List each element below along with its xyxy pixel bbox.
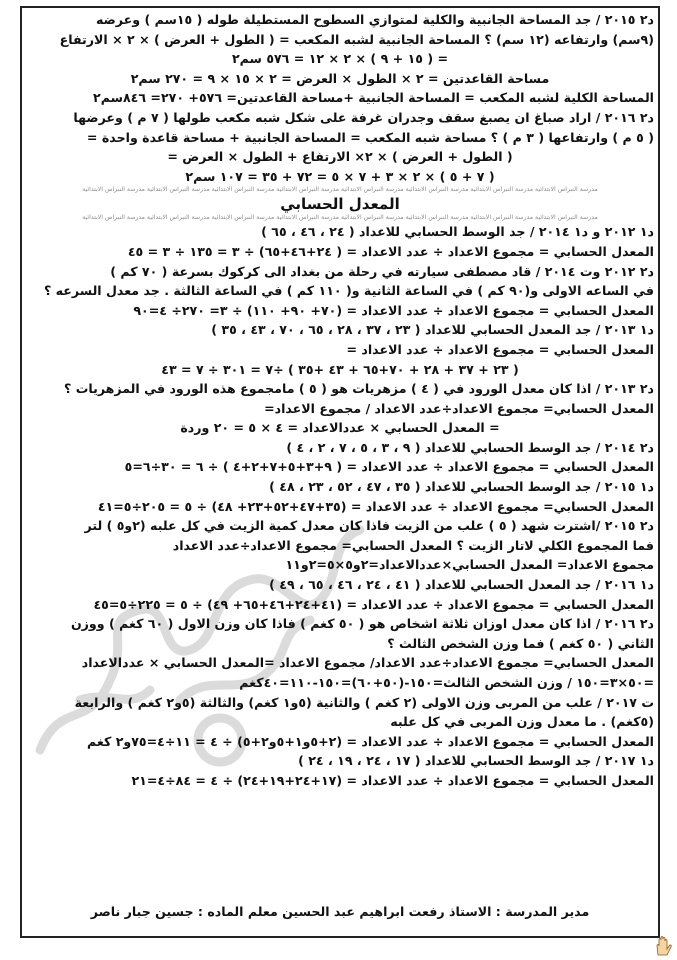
- text-line: = ( ١٥ + ٩ ) × ٢ × ١٢ = ٥٧٦ سم٢: [231, 51, 449, 67]
- school-watermark-line: مدرسة النبراس الابتدائية مدرسة النبراس الابتدائية مدرسة النبراس الابتدائية مدرسة النبراس الابتدائية مدرسة النبراس الابتدائية مدرسة النبراس الابتدائية مدرسة النبراس الابتدائية مدرسة النبراس الابتدائية: [82, 186, 598, 194]
- section-cuboid-area: [26, 10, 654, 186]
- text-line: المعدل الحسابي= مجموع الاعداد÷عدد الاعداد/ مجموع الاعداد =المعدل الحسابي × عددالاعداد: [81, 655, 654, 671]
- section-arithmetic-mean: [26, 222, 654, 790]
- text-line: المعدل الحسابي = مجموع الاعداد ÷ عدد الاعداد = ( ٩+٣+٥+٧+٢+٤ ) ÷ ٦ = ٣٠÷٦=٥: [124, 459, 654, 475]
- text-line: المعدل الحسابي = مجموع الاعداد ÷ عدد الاعداد = (٢+٥و١+٥و٢+٥) ÷ ٤ = ١١÷٤=٧٥و٢ كغم: [86, 733, 654, 749]
- text-line: د٢ ٢٠١٦ / اراد صباغ ان يصبغ سقف وجدران غرفة على شكل شبه مكعب طولها ( ٧ م ) وعرضها: [73, 109, 654, 125]
- text-line: د٢ ٢٠١٥ / جد المساحة الجانبية والكلية لمتوازي السطوح المستطيلة طوله ( ١٥سم ) وعرضه: [95, 12, 654, 27]
- text-line: = المعدل الحسابي × عددالاعداد = ٤ × ٥ = ٢٠ وردة: [180, 420, 500, 436]
- text-line: المعدل الحسابي= مجموع الاعداد ÷ عدد الاعداد = (٣٥+٤٧+٥٢+٢٣+ ٤٨) ÷ ٥ = ٢٠٥÷٥=٤١: [97, 498, 654, 514]
- text-line: ت ٢٠١٧ / علب من المربى وزن الاولى (٢ كغم ) والثانية (٥و١ كغم) والثالثة (٥و٢ كغم ) والرابعة: [74, 694, 654, 710]
- text-line: =٥٠×٣=١٥٠ / وزن الشخص الثالث=١٥٠-(٥٠+٦٠)=١٥٠-١١٠=٤٠كغم: [239, 675, 654, 690]
- school-watermark-line: مدرسة النبراس الابتدائية مدرسة النبراس الابتدائية مدرسة النبراس الابتدائية مدرسة النبراس الابتدائية مدرسة النبراس الابتدائية مدرسة النبراس الابتدائية مدرسة النبراس الابتدائية مدرسة النبراس الابتدائية: [82, 214, 598, 222]
- text-line: المساحة الكلية لشبه المكعب = المساحة الجانبية +مساحة القاعدتين= ٥٧٦+ ٢٧٠= ٨٤٦سم٢: [93, 90, 654, 106]
- signature-footer: مدير المدرسة : الاستاذ رفعت ابراهيم عبد الحسين معلم الماده : جسين جبار ناصر: [90, 904, 590, 919]
- text-line: المعدل الحسابي = مجموع الاعداد ÷ عدد الاعداد = (١٧+٢٤+١٩+٢٤) ÷ ٤ = ٨٤÷٤=٢١: [131, 772, 654, 788]
- text-line: د١ ٢٠١٣ / جد المعدل الحسابي للاعداد ( ٢٣ ، ٣٧ ، ٢٨ ، ٦٥ ، ٧٠ ، ٤٣ ، ٣٥ ): [211, 322, 654, 338]
- text-line: د١ ٢٠١٦ / جد المعدل الحسابي للاعداد ( ٤١ ، ٢٤ ، ٤٦ ، ٦٥ ، ٤٩ ): [269, 577, 654, 593]
- text-line: د١ ٢٠١٧ / جد الوسط الحسابي للاعداد ( ١٧ ، ٢٤ ، ١٩ ، ٢٤ ): [298, 753, 654, 769]
- text-line: د٢ ٢٠١٤ / جد الوسط الحسابي للاعداد ( ٩ ، ٣ ، ٥ ، ٧ ، ٢ ، ٤ ): [286, 439, 654, 455]
- text-line: مساحة القاعدتين = ٢ × الطول × العرض = ٢ × ١٥ × ٩ = ٢٧٠ سم٢: [130, 70, 550, 86]
- text-line: (٥كغم) . ما معدل وزن المربى في كل علبه: [390, 714, 654, 730]
- text-line: د٢ ٢٠١٢ وت ٢٠١٤ / قاد مصطفى سيارته في رحلة من بغداد الى كركوك بسرعة ( ٧٠ كم ): [110, 263, 654, 279]
- text-line: ( الطول + العرض ) × ٢× الارتفاع + الطول × العرض =: [167, 149, 513, 165]
- section-heading: المعدل الحسابي: [280, 195, 400, 214]
- text-line: مجموع الاعداد= المعدل الحسابي×عددالاعداد=٢و٥×٥=٢و١١: [285, 557, 654, 573]
- text-line: فما المجموع الكلي لاتار الزيت ؟ المعدل الحسابي= مجموع الاعداد÷عدد الاعداد: [172, 537, 654, 553]
- hand-icon: [654, 934, 674, 956]
- text-line: د١ ٢٠١٥ / جد الوسط الحسابي للاعداد ( ٣٥ ، ٤٧ ، ٥٢ ، ٢٣ ، ٤٨ ): [269, 479, 654, 495]
- text-line: المعدل الحسابي = مجموع الاعداد ÷ عدد الاعداد = ( ٢٤+٤٦+٦٥) ÷ ٣ = ١٣٥ ÷ ٣ = ٤٥: [127, 243, 654, 259]
- text-line: الثاني ( ٥٠ كغم ) فما وزن الشخص الثالث ؟: [387, 635, 654, 651]
- text-line: المعدل الحسابي= مجموع الاعداد÷عدد الاعداد / مجموع الاعداد=: [264, 400, 654, 416]
- text-line: د١ ٢٠١٢ و د١ ٢٠١٤ / جد الوسط الحسابي للاعداد ( ٢٤ ، ٤٦ ، ٦٥ ): [261, 224, 654, 240]
- text-line: ( ٥ م ) وارتفاعها ( ٣ م ) ؟ مساحة شبه المكعب = المساحة الجانبية + مساحة قاعدة واحدة =: [86, 129, 654, 145]
- text-line: (٩سم) وارتفاعه (١٢ سم) ؟ المساحة الجانبية لشبه المكعب = ( الطول + العرض ) × ٢ × الارتفاع: [59, 31, 654, 47]
- text-line: د٢ ٢٠١٥ /اشترت شهد ( ٥ ) علب من الزيت فاذا كان معدل كمية الزيت في كل علبه (٢و٥ ) لتر: [84, 518, 654, 534]
- text-line: المعدل الحسابي = مجموع الاعداد ÷ عدد الاعداد = (٧٠+ ٩٠+ ١١٠) ÷ ٣= ٢٧٠÷ ٤=٩٠: [133, 302, 654, 318]
- text-line: المعدل الحسابي = مجموع الاعداد ÷ عدد الاعداد =: [346, 341, 654, 357]
- document-body: [26, 10, 654, 791]
- text-line: في الساعه الاولى و(٩٠ كم ) في الساعة الثانية و( ١١٠ كم ) في الساعة الثالثة . جد معدل السرعه ؟: [43, 283, 654, 299]
- text-line: د٢ ٢٠١٦ / اذا كان معدل اوزان ثلاثة اشخاص هو ( ٥٠ كغم ) فاذا كان وزن الاول ( ٦٠ كغم ) ووزن: [70, 616, 654, 632]
- text-line: د٢ ٢٠١٣ / اذا كان معدل الورود في ( ٤ ) مزهريات هو ( ٥ ) مامجموع هذه الورود في المزهريات ؟: [64, 381, 654, 397]
- text-line: المعدل الحسابي = مجموع الاعداد ÷ عدد الاعداد = (٤١+٢٤+٤٦+٦٥+ ٤٩) ÷ ٥ = ٢٢٥÷٥=٤٥: [93, 596, 654, 612]
- text-line: ( ٧ + ٥ ) × ٢ × ٣ + ٧ × ٥ = ٧٢ + ٣٥ = ١٠٧ سم٢: [185, 168, 495, 184]
- text-line: ( ٢٣ + ٣٧ + ٢٨ + ٧٠+٦٥ + ٤٣ +٣٥ ) ÷٧ = ٣٠١ ÷ ٧ = ٤٣: [161, 361, 519, 377]
